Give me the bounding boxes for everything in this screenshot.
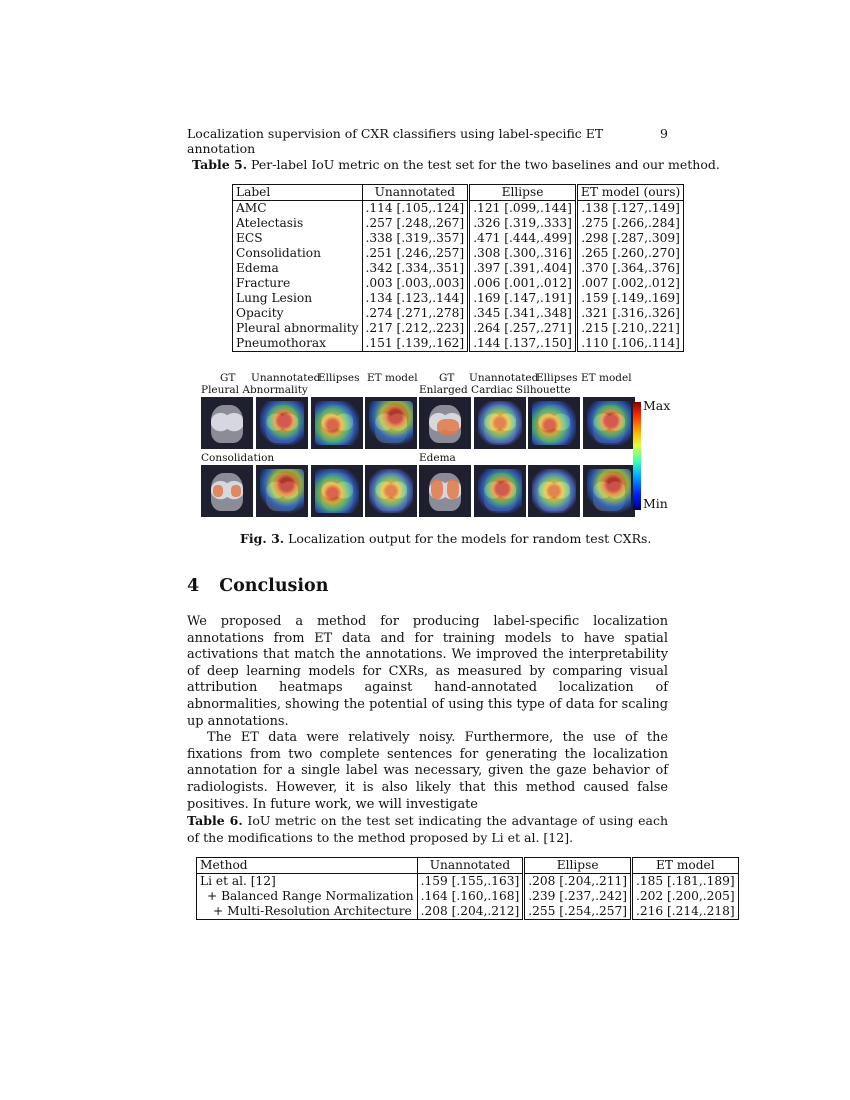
cxr-unannotated-heatmap bbox=[256, 465, 308, 517]
table5-body bbox=[233, 185, 684, 352]
table-header-row bbox=[197, 858, 739, 874]
table5-caption-label: Table 5. bbox=[192, 157, 248, 172]
value-cell: .215 [.210,.221] bbox=[576, 321, 683, 336]
value-cell: .321 [.316,.326] bbox=[576, 306, 683, 321]
value-cell: .216 [.214,.218] bbox=[631, 904, 738, 920]
fig-col-label: Ellipses bbox=[536, 372, 578, 384]
value-cell: .275 [.266,.284] bbox=[576, 216, 683, 231]
cxr-et-heatmap bbox=[365, 465, 417, 517]
row-label-cell: Consolidation bbox=[233, 246, 363, 261]
cxr-ellipse-heatmap bbox=[311, 397, 363, 449]
running-title: Localization supervision of CXR classifiers using label-specific ET annotation bbox=[187, 126, 604, 156]
row-label-cell: Li et al. [12] bbox=[197, 874, 418, 890]
figure3-caption-label: Fig. 3. bbox=[240, 531, 285, 546]
value-cell: .006 [.001,.012] bbox=[469, 276, 577, 291]
table-row bbox=[233, 291, 684, 306]
row-label-cell: Pleural abnormality bbox=[233, 321, 363, 336]
row-label-cell: Fracture bbox=[233, 276, 363, 291]
fig-col-label: Ellipses bbox=[318, 372, 360, 384]
value-cell: .164 [.160,.168] bbox=[417, 889, 524, 904]
value-cell: .159 [.149,.169] bbox=[576, 291, 683, 306]
value-cell: .217 [.212,.223] bbox=[362, 321, 469, 336]
value-cell: .208 [.204,.211] bbox=[524, 874, 632, 890]
conclusion-text bbox=[187, 614, 668, 813]
value-cell: .308 [.300,.316] bbox=[469, 246, 577, 261]
value-cell: .138 [.127,.149] bbox=[576, 201, 683, 217]
value-cell: .169 [.147,.191] bbox=[469, 291, 577, 306]
value-cell: .471 [.444,.499] bbox=[469, 231, 577, 246]
table-row bbox=[197, 904, 739, 920]
cxr-et-heatmap bbox=[583, 465, 635, 517]
cxr-gt-image bbox=[201, 397, 253, 449]
table-row bbox=[197, 874, 739, 890]
colorbar-min-label: Min bbox=[643, 496, 668, 511]
table-row bbox=[233, 201, 684, 217]
table-row bbox=[233, 336, 684, 352]
figure3-caption bbox=[240, 530, 651, 547]
row-label-cell: ECS bbox=[233, 231, 363, 246]
running-header bbox=[187, 126, 668, 156]
table-header-row bbox=[233, 185, 684, 201]
paragraph: The ET data were relatively noisy. Furthermore, the use of the fixations from two complete sentences for generating the localization annotation for a single label was necessary, given the gaze behavior of radiologists. However, it is also likely that this method caused false positives. In future work, we will investigate bbox=[187, 730, 668, 812]
colorbar bbox=[633, 402, 641, 510]
section-title: Conclusion bbox=[219, 576, 329, 596]
cxr-gt-image bbox=[201, 465, 253, 517]
cxr-unannotated-heatmap bbox=[474, 465, 526, 517]
value-cell: .144 [.137,.150] bbox=[469, 336, 577, 352]
value-cell: .007 [.002,.012] bbox=[576, 276, 683, 291]
value-cell: .255 [.254,.257] bbox=[524, 904, 632, 920]
figure3-caption-text: Localization output for the models for random test CXRs. bbox=[288, 531, 652, 546]
value-cell: .003 [.003,.003] bbox=[362, 276, 469, 291]
cxr-ellipse-heatmap bbox=[311, 465, 363, 517]
table-row bbox=[233, 306, 684, 321]
section-heading bbox=[187, 576, 328, 596]
value-cell: .114 [.105,.124] bbox=[362, 201, 469, 217]
row-label-cell: Pneumothorax bbox=[233, 336, 363, 352]
table-row bbox=[233, 321, 684, 336]
table6-caption bbox=[187, 812, 668, 846]
value-cell: .345 [.341,.348] bbox=[469, 306, 577, 321]
cxr-ellipse-heatmap bbox=[528, 397, 580, 449]
value-cell: .121 [.099,.144] bbox=[469, 201, 577, 217]
table-row bbox=[233, 231, 684, 246]
value-cell: .251 [.246,.257] bbox=[362, 246, 469, 261]
paragraph: We proposed a method for producing label-specific localization annotations from ET data and for training models to have spatial activations that match the annotations. We improved the interpretability of deep learning models for CXRs, as measured by comparing visual attribution heatmaps against hand-annotated localization of abnormalities, showing the potential of using this type of data for scaling up annotations. bbox=[187, 614, 668, 729]
colorbar-max-label: Max bbox=[643, 398, 671, 413]
value-cell: .397 [.391,.404] bbox=[469, 261, 577, 276]
value-cell: .264 [.257,.271] bbox=[469, 321, 577, 336]
table-row bbox=[233, 261, 684, 276]
value-cell: .110 [.106,.114] bbox=[576, 336, 683, 352]
value-cell: .159 [.155,.163] bbox=[417, 874, 524, 890]
table5 bbox=[232, 184, 684, 352]
panel-title-pleural: Pleural Abnormality bbox=[201, 384, 308, 396]
value-cell: .342 [.334,.351] bbox=[362, 261, 469, 276]
table5-caption-text: Per-label IoU metric on the test set for the two baselines and our method. bbox=[251, 157, 720, 172]
table6-body bbox=[197, 858, 739, 920]
column-header: Label bbox=[233, 185, 363, 201]
value-cell: .239 [.237,.242] bbox=[524, 889, 632, 904]
cxr-et-heatmap bbox=[583, 397, 635, 449]
panel-title-edema: Edema bbox=[419, 452, 456, 464]
value-cell: .185 [.181,.189] bbox=[631, 874, 738, 890]
row-label-cell: AMC bbox=[233, 201, 363, 217]
value-cell: .257 [.248,.267] bbox=[362, 216, 469, 231]
fig-col-label: GT bbox=[220, 372, 236, 384]
row-label-cell: + Balanced Range Normalization bbox=[197, 889, 418, 904]
column-header: Ellipse bbox=[469, 185, 577, 201]
table6-caption-text: IoU metric on the test set indicating the advantage of using each of the modifications to the method proposed by Li et al. [12]. bbox=[187, 813, 668, 845]
column-header: Unannotated bbox=[362, 185, 469, 201]
cxr-unannotated-heatmap bbox=[474, 397, 526, 449]
value-cell: .202 [.200,.205] bbox=[631, 889, 738, 904]
value-cell: .326 [.319,.333] bbox=[469, 216, 577, 231]
column-header: Unannotated bbox=[417, 858, 524, 874]
table-row bbox=[197, 889, 739, 904]
column-header: ET model (ours) bbox=[576, 185, 683, 201]
fig-col-label: ET model bbox=[581, 372, 632, 384]
fig-col-label: Unannotated bbox=[469, 372, 539, 384]
cxr-gt-image bbox=[419, 465, 471, 517]
cxr-unannotated-heatmap bbox=[256, 397, 308, 449]
value-cell: .338 [.319,.357] bbox=[362, 231, 469, 246]
table-row bbox=[233, 246, 684, 261]
fig-col-label: Unannotated bbox=[251, 372, 321, 384]
column-header: ET model bbox=[631, 858, 738, 874]
cxr-et-heatmap bbox=[365, 397, 417, 449]
panel-title-consolidation: Consolidation bbox=[201, 452, 275, 464]
column-header: Method bbox=[197, 858, 418, 874]
table5-caption bbox=[192, 156, 720, 173]
panel-title-ecs: Enlarged Cardiac Silhouette bbox=[419, 384, 571, 396]
table-row bbox=[233, 276, 684, 291]
column-header: Ellipse bbox=[524, 858, 632, 874]
table6 bbox=[196, 857, 739, 920]
value-cell: .151 [.139,.162] bbox=[362, 336, 469, 352]
row-label-cell: + Multi-Resolution Architecture bbox=[197, 904, 418, 920]
row-label-cell: Atelectasis bbox=[233, 216, 363, 231]
value-cell: .370 [.364,.376] bbox=[576, 261, 683, 276]
value-cell: .208 [.204,.212] bbox=[417, 904, 524, 920]
value-cell: .274 [.271,.278] bbox=[362, 306, 469, 321]
fig-col-label: GT bbox=[439, 372, 455, 384]
cxr-gt-image bbox=[419, 397, 471, 449]
fig-col-label: ET model bbox=[367, 372, 418, 384]
value-cell: .134 [.123,.144] bbox=[362, 291, 469, 306]
row-label-cell: Lung Lesion bbox=[233, 291, 363, 306]
row-label-cell: Edema bbox=[233, 261, 363, 276]
table-row bbox=[233, 216, 684, 231]
value-cell: .265 [.260,.270] bbox=[576, 246, 683, 261]
page-number: 9 bbox=[660, 126, 668, 141]
cxr-ellipse-heatmap bbox=[528, 465, 580, 517]
table6-caption-label: Table 6. bbox=[187, 813, 243, 828]
section-number: 4 bbox=[187, 576, 200, 596]
row-label-cell: Opacity bbox=[233, 306, 363, 321]
value-cell: .298 [.287,.309] bbox=[576, 231, 683, 246]
